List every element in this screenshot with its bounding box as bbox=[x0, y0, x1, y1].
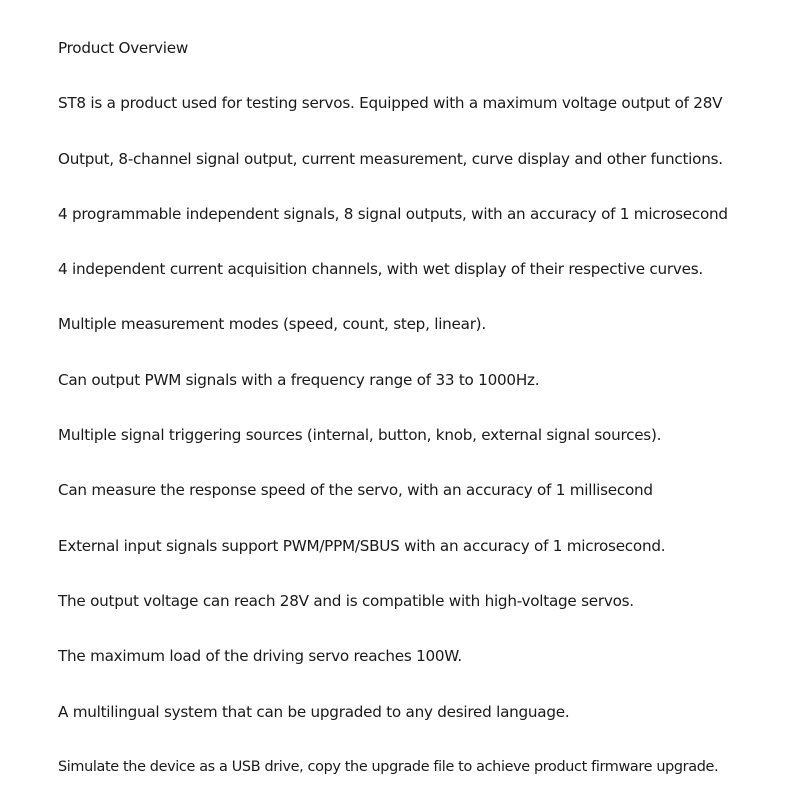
feature-line: The output voltage can reach 28V and is compatible with high-voltage servos. bbox=[58, 591, 634, 610]
feature-line: External input signals support PWM/PPM/SBUS with an accuracy of 1 microsecond. bbox=[58, 536, 666, 555]
feature-line: A multilingual system that can be upgraded to any desired language. bbox=[58, 702, 570, 721]
feature-line: The maximum load of the driving servo reaches 100W. bbox=[58, 647, 462, 666]
feature-line: Can output PWM signals with a frequency range of 33 to 1000Hz. bbox=[58, 370, 540, 389]
document-title: Product Overview bbox=[58, 39, 188, 57]
feature-line: Simulate the device as a USB drive, copy the upgrade file to achieve product firmware upgrade. bbox=[58, 758, 719, 775]
feature-line: ST8 is a product used for testing servos. Equipped with a maximum voltage output of 28V bbox=[58, 94, 723, 113]
feature-line: Multiple signal triggering sources (internal, button, knob, external signal sources). bbox=[58, 426, 662, 445]
feature-line: 4 programmable independent signals, 8 signal outputs, with an accuracy of 1 microsecond bbox=[58, 204, 728, 223]
feature-line: 4 independent current acquisition channels, with wet display of their respective curves. bbox=[58, 260, 703, 279]
document-body bbox=[58, 36, 790, 810]
feature-line: Can measure the response speed of the servo, with an accuracy of 1 millisecond bbox=[58, 481, 653, 500]
feature-line: Multiple measurement modes (speed, count, step, linear). bbox=[58, 315, 486, 334]
feature-line: Output, 8-channel signal output, current measurement, curve display and other functions. bbox=[58, 149, 723, 168]
